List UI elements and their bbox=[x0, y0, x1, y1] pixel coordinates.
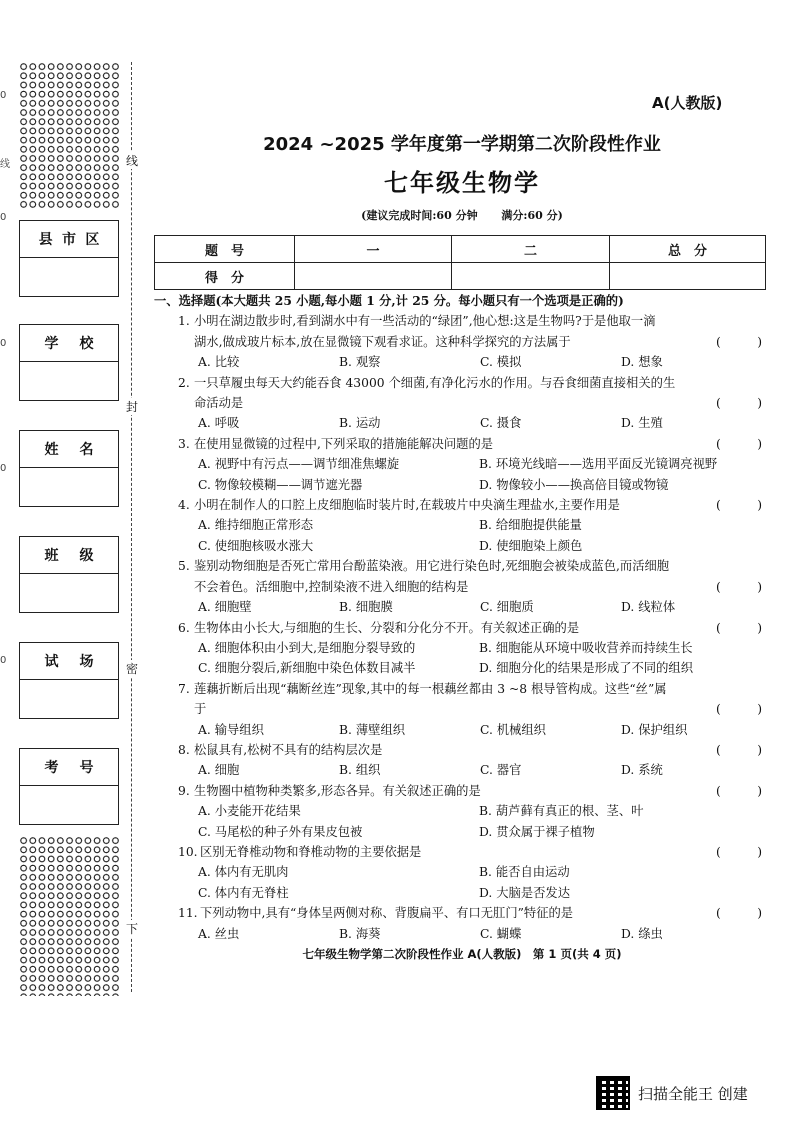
binding-field-box bbox=[19, 430, 119, 507]
answer-option[interactable]: C. 使细胞核吸水涨大 bbox=[198, 538, 314, 553]
question-stem-text: 不会着色。活细胞中,控制染液不进入细胞的结构是 bbox=[194, 579, 469, 594]
binding-field-label bbox=[20, 749, 118, 786]
answer-option[interactable]: C. 机械组织 bbox=[480, 722, 546, 737]
seal-char-xian: 线 bbox=[125, 154, 138, 168]
question-stem-text: 于 bbox=[194, 702, 207, 717]
options-row bbox=[154, 862, 766, 882]
question-stem-line bbox=[154, 495, 766, 515]
options-row bbox=[154, 883, 766, 903]
binding-field-blank[interactable] bbox=[20, 362, 118, 400]
binding-field-char: 名 bbox=[79, 442, 94, 458]
binding-field-char: 学 bbox=[44, 336, 59, 352]
score-row-label: 得 分 bbox=[155, 263, 295, 290]
answer-option[interactable]: D. 大脑是否发达 bbox=[479, 885, 571, 900]
binding-field-box bbox=[19, 642, 119, 719]
score-blank[interactable] bbox=[610, 263, 766, 290]
options-row bbox=[154, 822, 766, 842]
answer-option[interactable]: D. 物像较小——换高倍目镜或物镜 bbox=[479, 477, 669, 492]
answer-option[interactable]: A. 呼吸 bbox=[198, 416, 240, 431]
binding-field-char: 级 bbox=[79, 548, 94, 564]
question-stem-text: 区别无脊椎动物和脊椎动物的主要依据是 bbox=[200, 844, 422, 859]
score-table-score-row bbox=[155, 263, 766, 290]
options-row bbox=[154, 638, 766, 658]
binding-field-char: 校 bbox=[79, 336, 94, 352]
options-row bbox=[154, 597, 766, 617]
question-stem-text: 松鼠具有,松树不具有的结构层次是 bbox=[194, 742, 383, 757]
answer-blank[interactable]: ( ) bbox=[716, 579, 762, 594]
answer-option[interactable]: B. 薄壁组织 bbox=[339, 722, 406, 737]
answer-blank[interactable]: ( ) bbox=[716, 334, 762, 349]
section-heading: 一、选择题(本大题共 25 小题,每小题 1 分,计 25 分。每小题只有一个选项是正确的) bbox=[154, 293, 624, 308]
answer-option[interactable]: A. 小麦能开花结果 bbox=[198, 804, 301, 819]
qr-code-icon bbox=[596, 1076, 630, 1110]
answer-option[interactable]: C. 器官 bbox=[480, 763, 522, 778]
question-number: 2. bbox=[178, 375, 190, 390]
question-stem-line bbox=[154, 781, 766, 801]
answer-option[interactable]: D. 保护组织 bbox=[621, 722, 688, 737]
score-table-header-row bbox=[155, 236, 766, 263]
answer-option[interactable]: D. 绦虫 bbox=[621, 926, 663, 941]
question-stem-text: 下列动物中,具有“身体呈两侧对称、背腹扁平、有口无肛门”特征的是 bbox=[200, 906, 574, 921]
seal-char-feng: 封 bbox=[125, 400, 138, 414]
question-stem-line bbox=[154, 903, 766, 923]
binding-field-label bbox=[20, 325, 118, 362]
suggest-time: (建议完成时间:60 分钟 bbox=[361, 209, 478, 222]
answer-option[interactable]: A. 维持细胞正常形态 bbox=[198, 518, 314, 533]
edge-mark: 0 bbox=[0, 90, 7, 101]
binding-field-char: 县 bbox=[38, 232, 53, 248]
options-row bbox=[154, 536, 766, 556]
binding-field-char: 场 bbox=[79, 654, 94, 670]
answer-option[interactable]: A. 比较 bbox=[198, 355, 240, 370]
binding-field-label bbox=[20, 431, 118, 468]
answer-option[interactable]: C. 物像较模糊——调节遮光器 bbox=[198, 477, 363, 492]
binding-field-box bbox=[19, 748, 119, 825]
binding-field-box bbox=[19, 220, 119, 297]
binding-field-label bbox=[20, 537, 118, 574]
answer-blank[interactable]: ( ) bbox=[716, 702, 762, 717]
answer-option[interactable]: B. 环境光线暗——选用平面反光镜调亮视野 bbox=[479, 457, 718, 472]
question-stem-text: 莲藕折断后出现“藕断丝连”现象,其中的每一根藕丝都由 3 ~8 根导管构成。这些“丝”属 bbox=[194, 681, 667, 696]
answer-option[interactable]: B. 运动 bbox=[339, 416, 381, 431]
binding-field-blank[interactable] bbox=[20, 258, 118, 296]
binding-field-char: 班 bbox=[44, 548, 59, 564]
question-number: 11. bbox=[178, 906, 198, 921]
edition-label: A(人教版) bbox=[652, 94, 723, 112]
watermark-text: 扫描全能王 创建 bbox=[638, 1085, 748, 1103]
answer-option[interactable]: A. 体内有无肌肉 bbox=[198, 865, 289, 880]
question-stem-line bbox=[154, 332, 766, 352]
options-row bbox=[154, 658, 766, 678]
binding-field-char: 试 bbox=[44, 654, 59, 670]
question-number: 5. bbox=[178, 559, 190, 574]
binding-field-char: 考 bbox=[44, 760, 59, 776]
options-row bbox=[154, 475, 766, 495]
answer-blank[interactable]: ( ) bbox=[716, 396, 762, 411]
options-row bbox=[154, 760, 766, 780]
binding-field-char: 姓 bbox=[44, 442, 59, 458]
question-stem-text: 小明在湖边散步时,看到湖水中有一些活动的“绿团”,他心想:这是生物吗?于是他取一滴 bbox=[194, 314, 656, 329]
question-number: 7. bbox=[178, 681, 190, 696]
answer-option[interactable]: A. 丝虫 bbox=[198, 926, 240, 941]
answer-blank[interactable]: ( ) bbox=[716, 436, 762, 451]
edge-mark: 0 bbox=[0, 655, 7, 666]
question-stem-line bbox=[154, 373, 766, 393]
answer-option[interactable]: C. 蝴蝶 bbox=[480, 926, 522, 941]
options-row bbox=[154, 515, 766, 535]
options-row bbox=[154, 801, 766, 821]
binding-field-char: 市 bbox=[61, 232, 76, 248]
answer-option[interactable]: A. 细胞壁 bbox=[198, 600, 252, 615]
options-row bbox=[154, 352, 766, 372]
binding-field-box bbox=[19, 324, 119, 401]
full-score: 满分:60 分) bbox=[501, 209, 563, 222]
answer-option[interactable]: D. 贯众属于裸子植物 bbox=[479, 824, 595, 839]
dot-pattern-bottom bbox=[19, 836, 119, 996]
score-blank[interactable] bbox=[452, 263, 610, 290]
answer-option[interactable]: D. 生殖 bbox=[621, 416, 663, 431]
question-stem-line bbox=[154, 556, 766, 576]
answer-blank[interactable]: ( ) bbox=[716, 844, 762, 859]
question-list bbox=[154, 311, 766, 944]
answer-blank[interactable]: ( ) bbox=[716, 906, 762, 921]
score-cell-label: 题 号 bbox=[155, 236, 295, 263]
question-stem-line bbox=[154, 842, 766, 862]
question-number: 10. bbox=[178, 844, 198, 859]
answer-option[interactable]: B. 给细胞提供能量 bbox=[479, 518, 582, 533]
answer-option[interactable]: C. 模拟 bbox=[480, 355, 522, 370]
answer-option[interactable]: D. 细胞分化的结果是形成了不同的组织 bbox=[479, 661, 693, 676]
question-stem-text: 小明在制作人的口腔上皮细胞临时装片时,在载玻片中央滴生理盐水,主要作用是 bbox=[194, 498, 620, 513]
question-stem-text: 湖水,做成玻片标本,放在显微镜下观看求证。这种科学探究的方法属于 bbox=[194, 334, 571, 349]
binding-field-blank[interactable] bbox=[20, 468, 118, 506]
edge-mark: 0 bbox=[0, 463, 7, 474]
answer-option[interactable]: B. 葫芦藓有真正的根、茎、叶 bbox=[479, 804, 644, 819]
answer-option[interactable]: C. 细胞分裂后,新细胞中染色体数目减半 bbox=[198, 661, 416, 676]
edge-mark: 线 bbox=[0, 159, 10, 170]
score-cell-total: 总 分 bbox=[610, 236, 766, 263]
answer-option[interactable]: B. 海葵 bbox=[339, 926, 381, 941]
answer-option[interactable]: C. 体内有无脊柱 bbox=[198, 885, 289, 900]
binding-field-blank[interactable] bbox=[20, 680, 118, 718]
question-area bbox=[154, 291, 766, 944]
answer-option[interactable]: B. 能否自由运动 bbox=[479, 865, 570, 880]
answer-option[interactable]: A. 输导组织 bbox=[198, 722, 264, 737]
score-blank[interactable] bbox=[295, 263, 452, 290]
page-footer: 七年级生物学第二次阶段性作业 A(人教版) 第 1 页(共 4 页) bbox=[302, 947, 622, 961]
question-number: 8. bbox=[178, 742, 190, 757]
edge-mark: 0 bbox=[0, 212, 7, 223]
answer-option[interactable]: C. 摄食 bbox=[480, 416, 522, 431]
question-stem-line bbox=[154, 699, 766, 719]
score-table bbox=[154, 235, 766, 290]
answer-option[interactable]: B. 观察 bbox=[339, 355, 381, 370]
options-row bbox=[154, 924, 766, 944]
binding-field-label bbox=[20, 643, 118, 680]
binding-field-char: 号 bbox=[79, 760, 94, 776]
question-number: 6. bbox=[178, 620, 190, 635]
question-stem-text: 生物体由小长大,与细胞的生长、分裂和分化分不开。有关叙述正确的是 bbox=[194, 620, 580, 635]
question-number: 3. bbox=[178, 436, 190, 451]
question-stem-text: 一只草履虫每天大约能吞食 43000 个细菌,有净化污水的作用。与吞食细菌直接相关的生 bbox=[194, 375, 676, 390]
binding-field-label bbox=[20, 221, 118, 258]
question-stem-line bbox=[154, 434, 766, 454]
question-stem-text: 在使用显微镜的过程中,下列采取的措施能解决问题的是 bbox=[194, 436, 494, 451]
binding-field-char: 区 bbox=[85, 232, 100, 248]
answer-option[interactable]: A. 视野中有污点——调节细准焦螺旋 bbox=[198, 457, 400, 472]
answer-option[interactable]: A. 细胞体积由小到大,是细胞分裂导致的 bbox=[198, 640, 416, 655]
seal-dashed-line bbox=[131, 62, 132, 992]
subject-title: 七年级生物学 bbox=[384, 169, 540, 197]
question-stem-text: 生物圈中植物种类繁多,形态各异。有关叙述正确的是 bbox=[194, 783, 481, 798]
answer-option[interactable]: D. 想象 bbox=[621, 355, 663, 370]
options-row bbox=[154, 413, 766, 433]
term-title: 2024 ~2025 学年度第一学期第二次阶段性作业 bbox=[263, 134, 661, 155]
seal-char-mi: 密 bbox=[125, 662, 138, 676]
answer-option[interactable]: B. 细胞膜 bbox=[339, 600, 393, 615]
dot-pattern-top bbox=[19, 62, 119, 210]
edge-mark: 0 bbox=[0, 338, 7, 349]
question-stem-line bbox=[154, 577, 766, 597]
options-row bbox=[154, 454, 766, 474]
question-stem-line bbox=[154, 311, 766, 331]
binding-field-box bbox=[19, 536, 119, 613]
score-cell-part2: 二 bbox=[452, 236, 610, 263]
answer-option[interactable]: D. 系统 bbox=[621, 763, 663, 778]
answer-option[interactable]: D. 线粒体 bbox=[621, 600, 676, 615]
answer-option[interactable]: A. 细胞 bbox=[198, 763, 240, 778]
question-stem-line bbox=[154, 740, 766, 760]
binding-field-blank[interactable] bbox=[20, 574, 118, 612]
answer-option[interactable]: C. 细胞质 bbox=[480, 600, 534, 615]
exam-meta bbox=[150, 207, 774, 223]
question-stem-text: 鉴别动物细胞是否死亡常用台酚蓝染液。用它进行染色时,死细胞会被染成蓝色,而活细胞 bbox=[194, 559, 670, 574]
options-row bbox=[154, 720, 766, 740]
answer-blank[interactable]: ( ) bbox=[716, 742, 762, 757]
answer-blank[interactable]: ( ) bbox=[716, 783, 762, 798]
answer-blank[interactable]: ( ) bbox=[716, 498, 762, 513]
answer-option[interactable]: B. 组织 bbox=[339, 763, 381, 778]
answer-option[interactable]: B. 细胞能从环境中吸收营养而持续生长 bbox=[479, 640, 693, 655]
binding-field-blank[interactable] bbox=[20, 786, 118, 824]
question-number: 1. bbox=[178, 314, 190, 329]
score-cell-part1: 一 bbox=[295, 236, 452, 263]
answer-option[interactable]: C. 马尾松的种子外有果皮包被 bbox=[198, 824, 363, 839]
question-number: 4. bbox=[178, 498, 190, 513]
question-stem-text: 命活动是 bbox=[194, 396, 244, 411]
question-stem-line bbox=[154, 393, 766, 413]
question-stem-line bbox=[154, 679, 766, 699]
question-stem-line bbox=[154, 618, 766, 638]
question-number: 9. bbox=[178, 783, 190, 798]
seal-char-xia: 下 bbox=[125, 922, 138, 936]
answer-blank[interactable]: ( ) bbox=[716, 620, 762, 635]
answer-option[interactable]: D. 使细胞染上颜色 bbox=[479, 538, 583, 553]
